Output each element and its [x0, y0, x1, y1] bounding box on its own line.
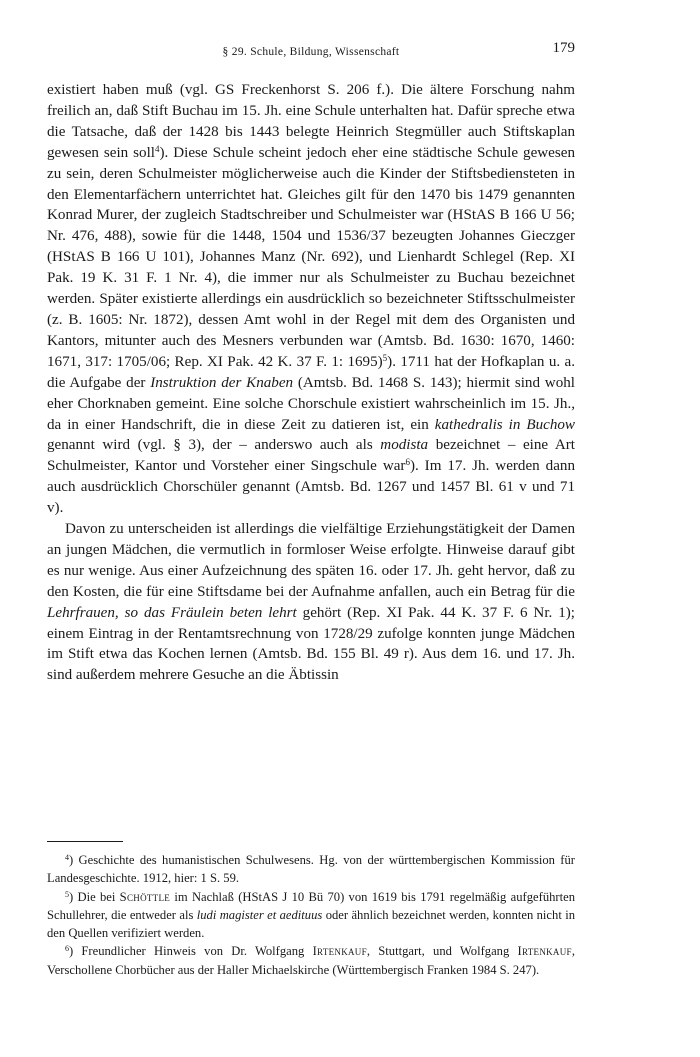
paragraph-2: [47, 519, 575, 686]
italic-phrase: ludi magister et aedituus: [196, 907, 323, 922]
paragraph-1: [47, 80, 575, 519]
text-run: gehört (Rep. XI Pak. 44 K. 37 F. 6 Nr. 1); einem Eintrag in der Rentamtsrechnung von 1728/29 zufolge konnten junge Mädchen im Stift etwa das Kochen lernen (Amtsb. Bd. 155 Bl. 49 r). Aus dem 16. und 17. Jh. sind außerdem mehrere Gesuche an die Äbtissin: [47, 604, 575, 684]
footnotes: [47, 851, 575, 979]
text-run: bezeichnet – eine Art Schulmeister, Kantor und Vorsteher einer Singschule war: [47, 437, 575, 475]
text-run: Davon zu unterscheiden ist allerdings die vielfältige Erziehungstätigkeit der Damen an jungen Mädchen, die vermutlich in formloser Weise erfolgte. Hinweise darauf gibt es nur wenige. Aus einer Aufzeichnung des späten 16. oder 17. Jh. geht hervor, daß zu den Kosten, die für eine Stiftsdame bei der Aufnahme anfallen, auch ein Betrag für die: [47, 521, 575, 600]
footnote-ref-4: 4: [155, 143, 160, 154]
text-run: , Verschollene Chorbücher aus der Haller Michaelskirche (Württembergisch Franken 1984 S. 247).: [47, 944, 575, 977]
italic-phrase: Instruktion der Knaben: [150, 374, 294, 391]
running-title: § 29. Schule, Bildung, Wissenschaft: [222, 46, 400, 58]
footnote-ref-6: 6: [405, 457, 410, 468]
text-run: ). Im 17. Jh. werden dann auch ausdrücklich Chorschüler genannt (Amtsb. Bd. 1267 und 1457 Bl. 61 v und 71 v).: [47, 458, 575, 517]
text-run: im Nachlaß (HStAS J 10 Bü 70) von 1619 bis 1791 regelmäßig aufgeführten Schullehrer, die entweder als: [47, 889, 575, 922]
text-run: genannt wird (vgl. § 3), der – anderswo auch als: [47, 437, 381, 454]
text-run: oder ähnlich bezeichnet werden, konnten nicht in den Quellen verifiziert werden.: [47, 907, 575, 941]
text-run: existiert haben muß (vgl. GS Freckenhorst S. 206 f.). Die ältere Forschung nahm freilich an, daß Stift Buchau im 15. Jh. eine Schule unterhalten hat. Dafür spreche etwa die Tatsache, daß der 1428 bis 1443 belegte Heinrich Stegmüller auch Stiftskaplan gewesen sein soll: [47, 82, 575, 161]
text-run: (Amtsb. Bd. 1468 S. 143); hiermit sind wohl eher Chorknaben gemeint. Eine solche Chorschule existiert wahrscheinlich im 15. Jh., da in einer Handschrift, die in diese Zeit zu datieren ist, ein: [47, 374, 575, 433]
author-name: Schöttle: [119, 889, 171, 904]
text-run: ). 1711 hat der Hofkaplan u. a. die Aufgabe der: [47, 353, 575, 391]
footnote-mark: 4: [65, 853, 69, 862]
running-header: [47, 40, 575, 66]
footnote-5: [47, 888, 575, 943]
text-run: ) Die bei: [69, 889, 120, 904]
italic-phrase: modista: [380, 437, 429, 454]
italic-phrase: kathedralis in Buchow: [434, 416, 575, 433]
footnote-separator: [47, 841, 123, 842]
footnote-mark: 6: [65, 944, 69, 954]
footnote-6: [47, 942, 575, 979]
text-run: ) Freundlicher Hinweis von Dr. Wolfgang: [69, 944, 313, 959]
author-name: Irtenkauf: [517, 944, 572, 959]
text-run: ) Geschichte des humanistischen Schulwesens. Hg. von der württembergischen Kommission für Landesgeschichte. 1912, hier: 1 S. 59.: [47, 853, 575, 886]
page-number: 179: [552, 40, 575, 56]
main-text: [47, 80, 575, 686]
footnote-mark: 5: [65, 889, 69, 899]
footnote-ref-5: 5: [382, 352, 388, 363]
italic-phrase: Lehrfrauen, so das Fräulein beten lehrt: [47, 604, 297, 621]
footnote-4: [47, 851, 575, 888]
text-run: ). Diese Schule scheint jedoch eher eine städtische Schule gewesen zu sein, deren Schulmeister möglicherweise auch die Kinder der Stiftsbediensteten in den Elementarfächern unterrichtet hat. Gleiches gilt für den 1470 bis 1479 genannten Konrad Murer, der zugleich Stadtschreiber und Schulmeister war (HStAS B 166 U 56; Nr. 476, 488), sowie für die 1448, 1504 und 1536/37 bezeugten Johannes Gieczger (HStAS B 166 U 101), Johannes Manz (Nr. 692), und Lienhardt Schlegel (Rep. XI Pak. 19 K. 31 F. 1 Nr. 4), die immer nur als Schulmeister zu Buchau bezeichnet werden. Später existierte allerdings ein ausdrücklich so bezeichneter Stiftsschulmeister (z. B. 1605: Nr. 1872), dessen Amt wohl in der Regel mit dem des Organisten und Kantors, mitunter auch des Mesners verbunden war (Amtsb. Bd. 1630: 1670, 1460: 1671, 317: 1705/06; Rep. XI Pak. 42 K. 37 F. 1: 1695): [47, 144, 575, 370]
author-name: Irtenkauf: [312, 944, 367, 959]
text-run: , Stuttgart, und Wolfgang: [366, 944, 518, 959]
